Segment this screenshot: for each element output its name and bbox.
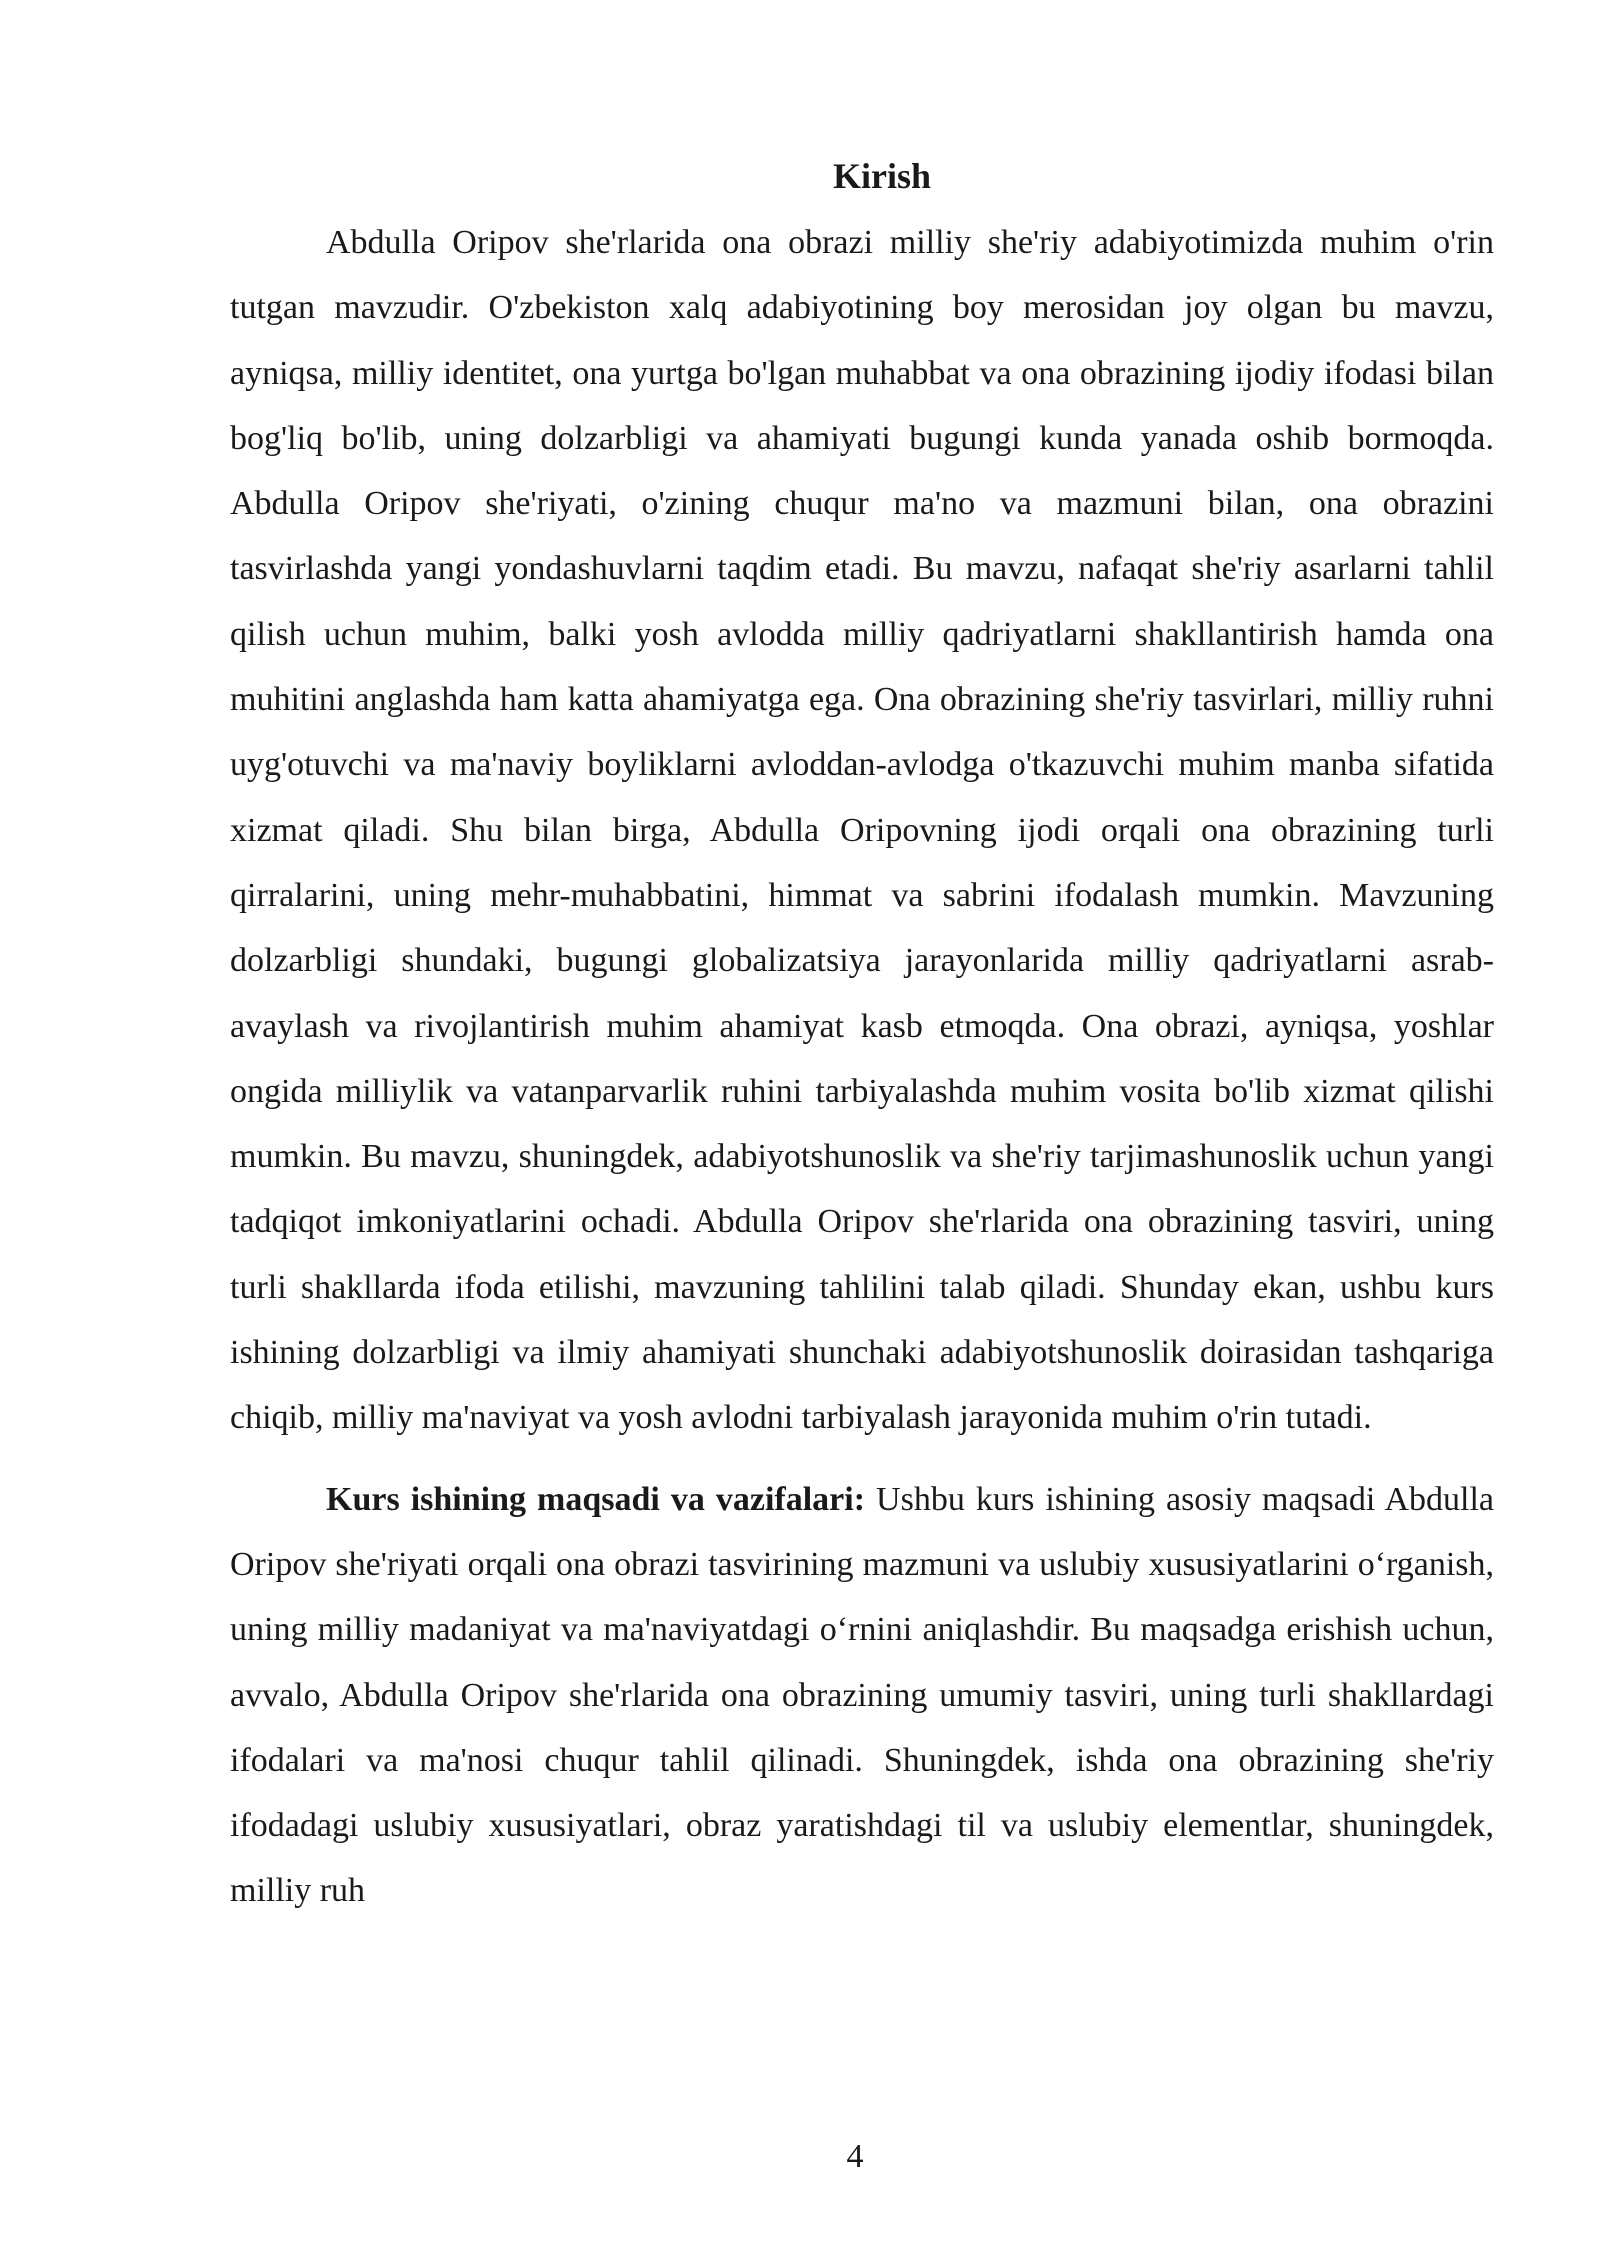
- goals-paragraph-text: Ushbu kurs ishining asosiy maqsadi Abdulla Oripov she'riyati orqali ona obrazi tasvirining mazmuni va uslubiy xususiyatlarini o‘rganish, uning milliy madaniyat va ma'naviyatdagi o‘rnini aniqlashdir. Bu maqsadga erishish uchun, avvalo, Abdulla Oripov she'rlarida ona obrazining umumiy tasviri, uning turli shakllardagi ifodalari va ma'nosi chuqur tahlil qilinadi. Shuningdek, ishda ona obrazining she'riy ifodadagi uslubiy xususiyatlari, obraz yaratishdagi til va uslubiy elementlar, shuningdek, milliy ruh: [230, 1480, 1494, 1910]
- page-content: [230, 148, 1494, 1924]
- goals-paragraph: [230, 1467, 1494, 1924]
- intro-paragraph-text: Abdulla Oripov she'rlarida ona obrazi milliy she'riy adabiyotimizda muhim o'rin tutgan mavzudir. O'zbekiston xalq adabiyotining boy merosidan joy olgan bu mavzu, ayniqsa, milliy identitet, ona yurtga bo'lgan muhabbat va ona obrazining ijodiy ifodasi bilan bog'liq bo'lib, uning dolzarbligi va ahamiyati bugungi kunda yanada oshib bormoqda. Abdulla Oripov she'riyati, o'zining chuqur ma'no va mazmuni bilan, ona obrazini tasvirlashda yangi yondashuvlarni taqdim etadi. Bu mavzu, nafaqat she'riy asarlarni tahlil qilish uchun muhim, balki yosh avlodda milliy qadriyatlarni shakllantirish hamda ona muhitini anglashda ham katta ahamiyatga ega. Ona obrazining she'riy tasvirlari, milliy ruhni uyg'otuvchi va ma'naviy boyliklarni avloddan-avlodga o'tkazuvchi muhim manba sifatida xizmat qiladi. Shu bilan birga, Abdulla Oripovning ijodi orqali ona obrazining turli qirralarini, uning mehr-muhabbatini, himmat va sabrini ifodalash mumkin. Mavzuning dolzarbligi shundaki, bugungi globalizatsiya jarayonlarida milliy qadriyatlarni asrab-avaylash va rivojlantirish muhim ahamiyat kasb etmoqda. Ona obrazi, ayniqsa, yoshlar ongida milliylik va vatanparvarlik ruhini tarbiyalashda muhim vosita bo'lib xizmat qilishi mumkin. Bu mavzu, shuningdek, adabiyotshunoslik va she'riy tarjimashunoslik uchun yangi tadqiqot imkoniyatlarini ochadi. Abdulla Oripov she'rlarida ona obrazining tasviri, uning turli shakllarda ifoda etilishi, mavzuning tahlilini talab qiladi. Shunday ekan, ushbu kurs ishining dolzarbligi va ilmiy ahamiyati shunchaki adabiyotshunoslik doirasidan tashqariga chiqib, milliy ma'naviyat va yosh avlodni tarbiyalash jarayonida muhim o'rin tutadi.: [230, 224, 1494, 1437]
- goals-paragraph-lead: Kurs ishining maqsadi va vazifalari:: [326, 1480, 866, 1518]
- section-heading: Kirish: [832, 156, 931, 196]
- intro-paragraph: [230, 210, 1494, 1451]
- page-number: 4: [846, 2138, 864, 2175]
